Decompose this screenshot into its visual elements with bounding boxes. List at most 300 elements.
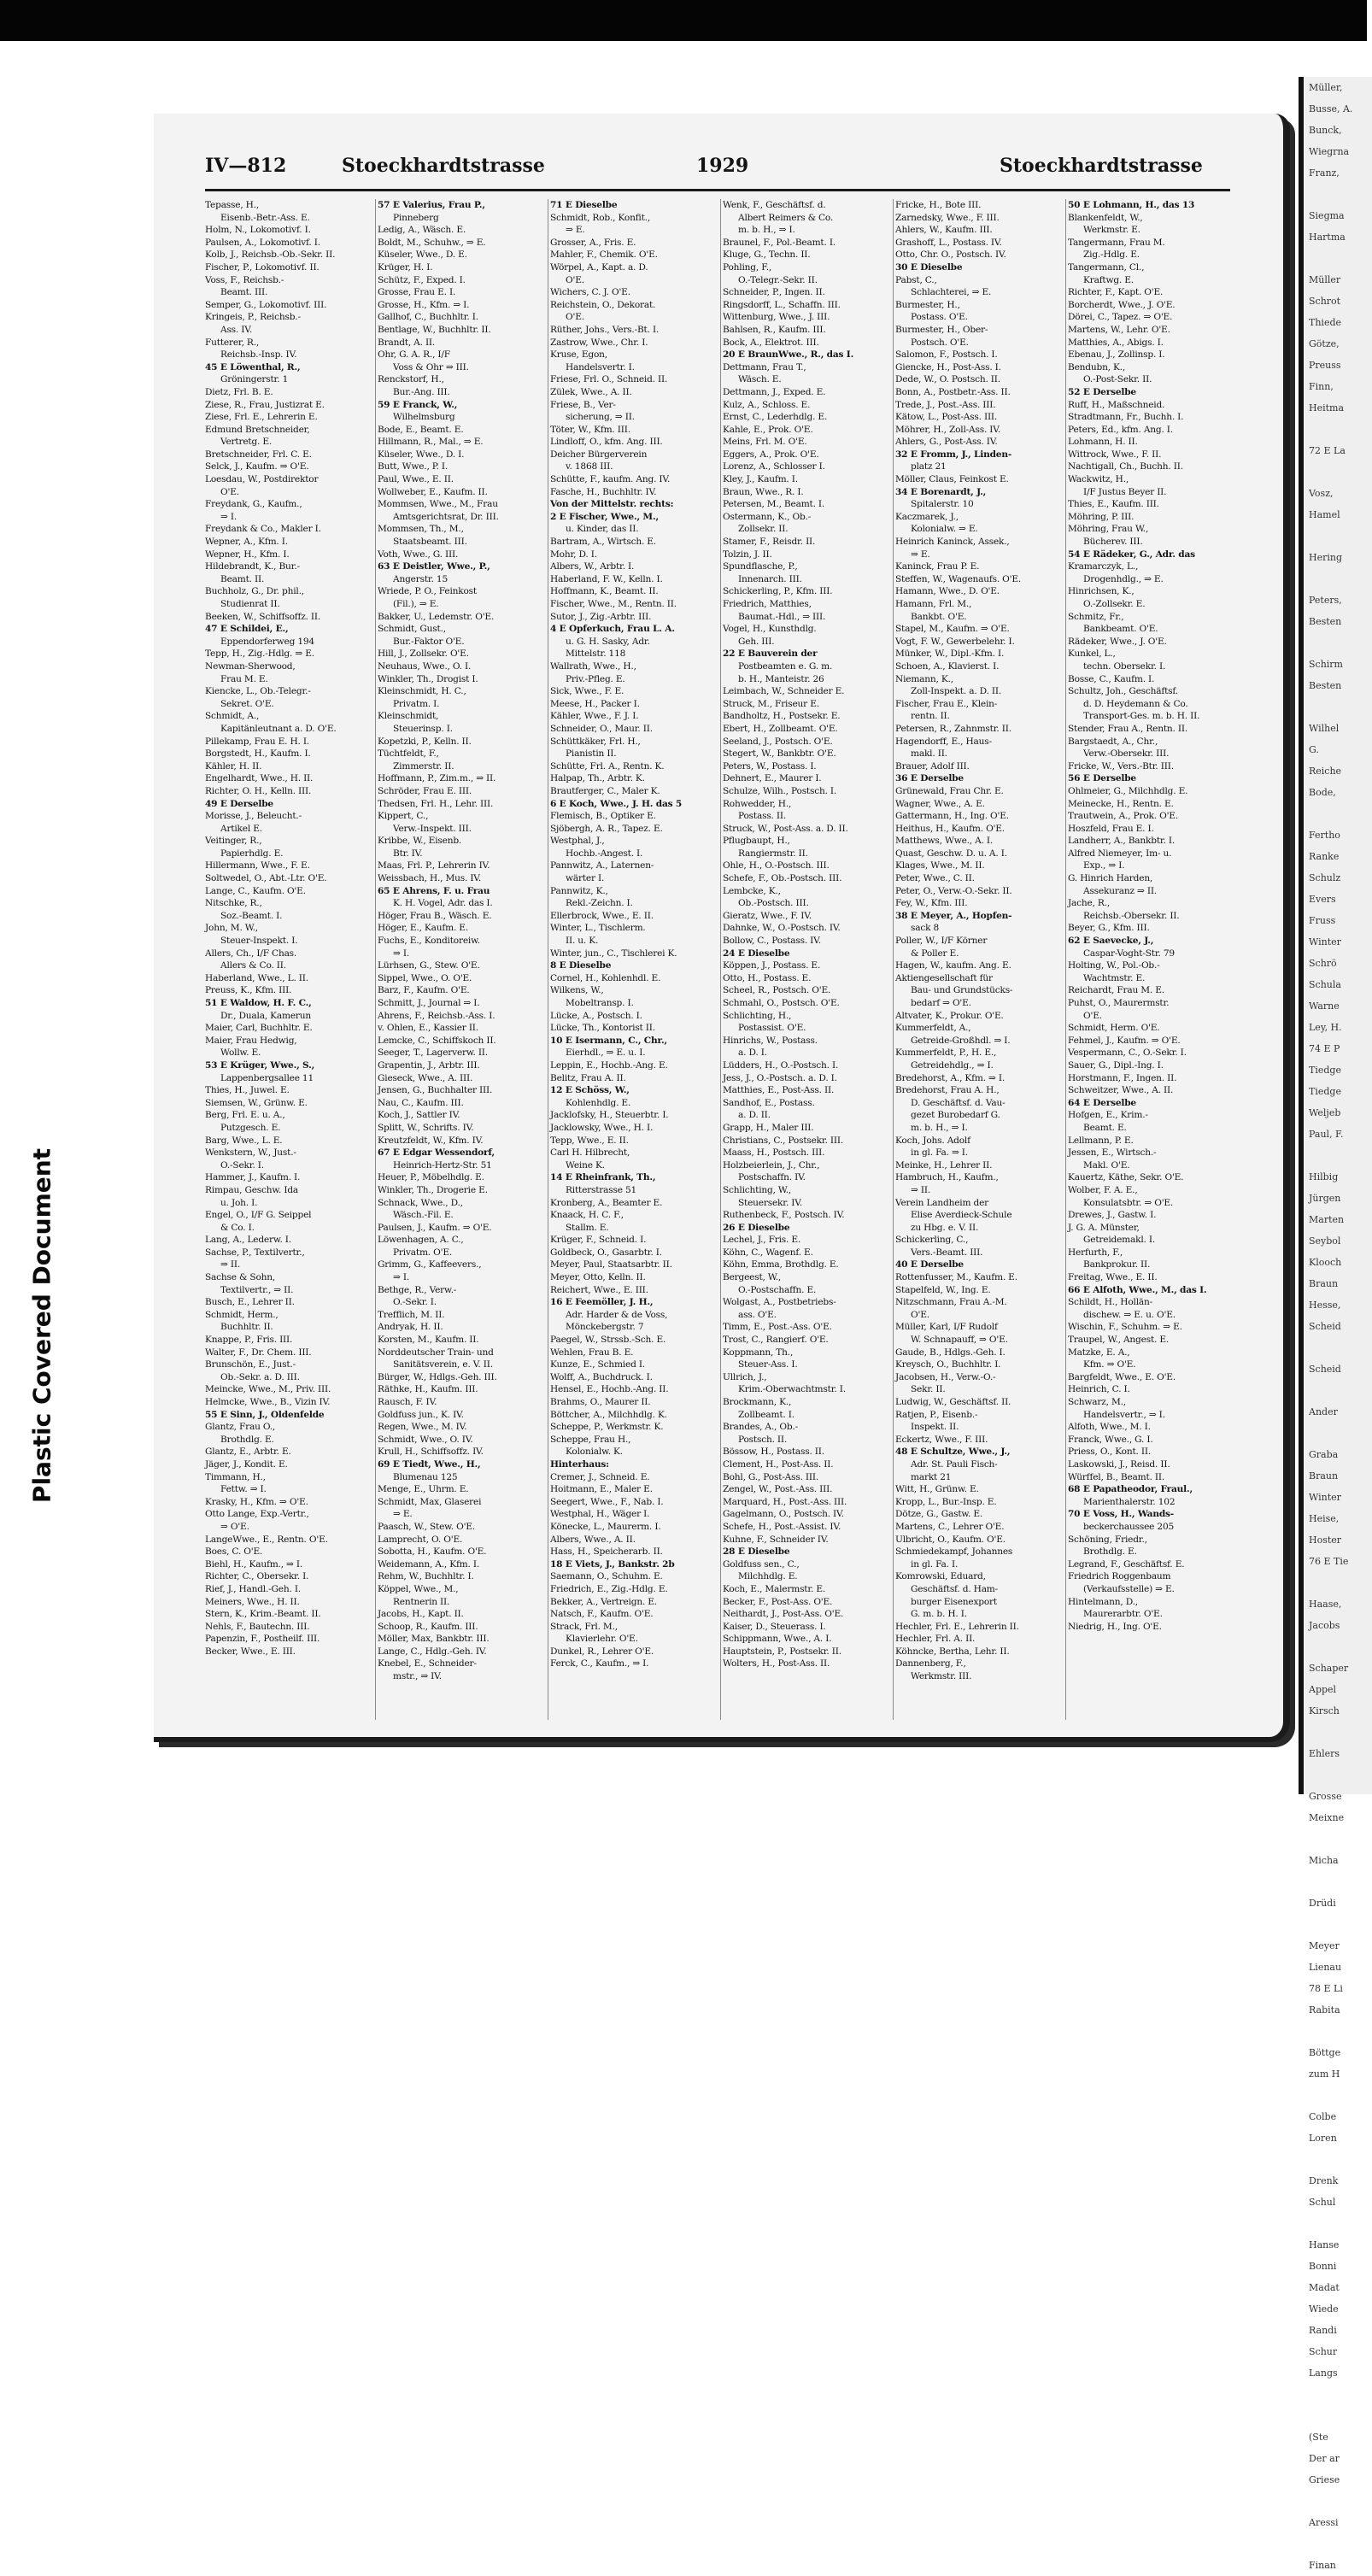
directory-entry-line: Seeger, T., Lagerverw. II. [378,1047,488,1059]
directory-entry-line: Legrand, F., Geschäftsf. E. [1068,1558,1185,1570]
directory-entry-line: Klages, Wwe., M. II. [895,860,985,871]
directory-entry-line: O'E. [566,312,584,323]
directory-entry-line: Köhn, Emma, Brothdlg. E. [723,1259,839,1270]
directory-entry-line: Eppendorferweg 194 [220,636,314,647]
directory-entry-line: Lechel, J., Fris. E. [723,1235,801,1246]
adjacent-page-fragment: Jürgen [1309,1193,1341,1204]
adjacent-page-fragment [1304,1764,1372,1786]
directory-entry-line: Angerstr. 15 [393,573,448,584]
adjacent-page-fragment: Tiedge [1309,1065,1341,1076]
directory-entry-line: Bendubn, K., [1068,361,1126,373]
directory-entry-line: Nitschke, R., [205,898,262,909]
directory-entry-line: dischew. ⇒ E. u. O'E. [1083,1309,1176,1320]
directory-entry-line: Buchholz, G., Dr. phil., [205,586,304,597]
directory-entry-line: Loesdau, W., Postdirektor [205,474,319,485]
directory-entry-line: 12 E Schöss, W., [550,1085,630,1096]
directory-entry-line: Heinrich, C. I. [1068,1384,1130,1395]
directory-entry-line: Newman-Sherwood, [205,660,296,672]
directory-entry-line: Wollw. E. [220,1047,261,1059]
directory-entry-line: Postass. II. [738,811,787,822]
directory-entry-line: 40 E Derselbe [895,1259,964,1270]
directory-entry-line: Kähler, H. II. [205,760,262,772]
directory-entry-line: Komrowski, Eduard, [895,1571,986,1582]
adjacent-page-fragment: 78 E Li [1309,1983,1343,1994]
directory-entry-line: Vogel, H., Kunsthdlg. [723,624,817,635]
adjacent-page-fragment: Franz, [1309,167,1340,179]
directory-entry-line: 45 E Löwenthal, R., [205,361,301,373]
directory-entry-line: Sjöbergh, A. R., Tapez. E. [550,823,663,834]
directory-entry-line: Peter, O., Verw.-O.-Sekr. II. [895,885,1012,896]
directory-entry-line: Kapitänleutnant a. D. O'E. [220,723,337,734]
directory-entry-line: Burmester, H., Ober- [895,324,988,335]
directory-entry-line: Kahle, E., Prok. O'E. [723,424,813,435]
adjacent-page-fragment: Wiegrna [1309,146,1350,157]
adjacent-page-fragment: Schrot [1309,296,1341,307]
adjacent-page-fragment [1304,1722,1372,1743]
directory-entry-line: Räthke, H., Kaufm. III. [378,1384,478,1395]
directory-entry-line: Ebert, H., Zollbeamt. O'E. [723,723,838,734]
directory-entry-line: Deicher Bürgerverein [550,449,648,460]
directory-entry-line: Timmann, H., [205,1471,266,1482]
directory-entry-line: Schneider, P., Ingen. II. [723,287,825,298]
directory-entry-line: Priess, O., Kont. II. [1068,1446,1151,1458]
adjacent-page-fragment: Meixne [1309,1812,1345,1823]
directory-entry-line: Sauer, G., Dipl.-Ing. I. [1068,1059,1164,1071]
directory-entry-line: Hammer, J., Kaufm. I. [205,1172,301,1183]
directory-entry-line: Köppen, J., Postass. E. [723,960,821,971]
directory-entry-line: Transport-Ges. m. b. H. II. [1083,711,1200,722]
directory-entry-line: Schweitzer, Wwe., A. II. [1068,1085,1174,1096]
directory-entry-line: Haberland, F. W., Kelln. I. [550,573,663,584]
directory-entry-line: Maass, H., Postsch. III. [723,1147,825,1159]
adjacent-page-fragment: Scheid [1309,1321,1341,1332]
year: 1929 [696,155,749,177]
directory-entry-line: Sutor, J., Zig.-Arbtr. III. [550,611,652,622]
directory-entry-line: Vers.-Beamt. III. [911,1247,983,1258]
directory-entry-line: Jäger, J., Kondit. E. [205,1458,288,1470]
directory-entry-line: Bredehorst, A., Kfm. ⇒ I. [895,1072,1006,1083]
directory-entry-line: 26 E Dieselbe [723,1222,790,1233]
directory-entry-line: Hintelmann, D., [1068,1596,1138,1607]
directory-entry-line: Freydank, G., Kaufm., [205,499,302,510]
directory-entry-line: wärter I. [566,873,605,884]
directory-entry-line: Küseler, Wwe., D. E. [378,249,467,261]
directory-entry-line: Grünewald, Frau Chr. E. [895,785,1004,796]
adjacent-page-fragment: Fertho [1309,830,1340,841]
directory-entry-line: ⇒ II. [911,1184,930,1195]
directory-entry-line: Fettw. ⇒ I. [220,1484,267,1495]
directory-entry-line: Bakker, U., Ledemstr. O'E. [378,611,495,622]
directory-entry-line: Ass. IV. [220,324,253,335]
directory-entry-line: Lohmann, H. II. [1068,437,1138,448]
directory-entry-line: Reichsb.-Insp. IV. [220,349,297,361]
directory-entry-line: Schmidt, Gust., [378,624,446,635]
directory-entry-line: John, M. W., [205,923,258,934]
adjacent-page-fragment [1304,2085,1372,2106]
adjacent-page-fragment: Jacobs [1309,1620,1340,1631]
directory-entry-line: Kuhne, F., Schneider IV. [723,1534,829,1545]
directory-entry-line: Brauer, Adolf III. [895,760,970,772]
directory-entry-line: Ratjen, P., Eisenb.- [895,1409,978,1420]
directory-entry-line: Richter, O. H., Kelln. III. [205,785,312,796]
directory-entry-line: Brockmann, K., [723,1397,792,1407]
directory-entry-line: Goldfuss sen., C., [723,1558,800,1570]
adjacent-page-fragment: Appel [1309,1684,1337,1695]
directory-entry-line: Bosse, C., Kaufm. I. [1068,673,1155,684]
directory-entry-line: Bandholtz, H., Postsekr. E. [723,711,841,722]
directory-entry-line: 18 E Viets, J., Bankstr. 2b [550,1558,675,1570]
directory-entry-line: Wagner, Wwe., A. E. [895,798,985,809]
directory-entry-line: Schlachterei, ⇒ E. [911,287,992,298]
directory-entry-line: Grosser, A., Fris. E. [550,237,636,248]
directory-entry-line: Ellerbrock, Wwe., E. II. [550,910,654,921]
directory-entry-line: Geh. III. [738,636,775,647]
directory-entry-line: (Verkaufsstelle) ⇒ E. [1083,1583,1175,1594]
directory-entry-line: Quast, Geschw. D. u. A. I. [895,848,1007,859]
directory-entry-line: Kluge, G., Techn. II. [723,249,811,261]
directory-entry-line: Getreidehdlg., ⇒ I. [911,1059,994,1071]
directory-entry-line: Brautferger, C., Maler K. [550,785,660,796]
directory-entry-line: Bücherev. III. [1083,537,1143,548]
directory-entry-line: 4 E Opferkuch, Frau L. A. [550,624,675,635]
directory-entry-line: Futterer, R., [205,337,260,348]
directory-entry-line: Flemisch, B., Optiker E. [550,811,656,822]
directory-entry-line: Schmidt, Herm., [205,1309,279,1320]
directory-entry-line: Pabst, C., [895,274,937,285]
directory-entry-line: Ludwig, W., Geschäftsf. II. [895,1397,1011,1407]
directory-entry-line: Kreysch, O., Buchhltr. I. [895,1359,1001,1370]
directory-entry-line: Kraftwg. E. [1083,274,1134,285]
directory-entry-line: Ullrich, J., [723,1371,767,1382]
directory-entry-line: Neithardt, J., Post-Ass. O'E. [723,1609,844,1620]
directory-entry-line: Jacklowsky, Wwe., H. I. [550,1122,654,1133]
directory-entry-line: Ulbricht, O., Kaufm. O'E. [895,1534,1006,1545]
directory-entry-line: a. D. I. [738,1047,767,1059]
directory-entry-line: Albers, W., Arbtr. I. [550,561,635,572]
directory-entry-line: Kolonialw. ⇒ E. [911,524,978,535]
directory-entry-line: Rüther, Johs., Vers.-Bt. I. [550,324,660,335]
directory-entry-line: Schmidt, Wwe., O. IV. [378,1434,473,1445]
directory-entry-line: Schlichting, H., [723,1010,792,1021]
adjacent-page-fragment [1304,1145,1372,1166]
adjacent-page-fragment: Tiedge [1309,1086,1341,1097]
directory-entry-line: Wilkens, W., [550,985,604,996]
directory-entry-line: Kolonialw. K. [566,1446,623,1458]
directory-entry-line: 51 E Waldow, H. F. C., [205,998,312,1008]
directory-entry-line: Köhncke, Bertha, Lehr. II. [895,1646,1010,1657]
directory-entry-line: Möhring, P. III. [1068,511,1135,522]
directory-entry-line: O.-Sekr. I. [393,1297,437,1308]
adjacent-page-fragment [1304,2384,1372,2405]
directory-entry-line: Brandes, A., Ob.- [723,1422,798,1433]
directory-entry-line: Wolters, H., Post-Ass. II. [723,1658,830,1669]
directory-entry-line: in gl. Fa. ⇒ I. [911,1147,968,1159]
directory-entry-line: Amtsgerichtsrat, Dr. III. [393,511,499,522]
adjacent-page-fragment: Drüdi [1309,1898,1336,1909]
adjacent-page-fragment: Randi [1309,2325,1337,2336]
adjacent-page-fragment [1304,568,1372,590]
directory-entry-line: Petersen, M., Beamt. I. [723,499,825,510]
directory-entry-line: Matzke, E. A., [1068,1347,1130,1358]
directory-entry-line: Andryak, H. II. [378,1322,443,1333]
directory-entry-line: 56 E Derselbe [1068,773,1136,784]
directory-entry-line: Aktiengesellschaft für [895,972,993,983]
directory-entry-line: Wäsch.-Fil. E. [393,1210,454,1221]
adjacent-page-fragment: Thiede [1309,317,1342,328]
directory-entry-line: b. H., Manteistr. 26 [738,673,824,684]
directory-entry-line: Handelsvertr. I. [566,361,635,373]
directory-entry-line: m. b. H., ⇒ I. [911,1122,968,1133]
directory-entry-line: Lang, A., Lederw. I. [205,1235,291,1246]
directory-entry-line: Knebel, E., Schneider- [378,1658,477,1669]
directory-entry-line: Bredehorst, Frau A. H., [895,1085,1000,1096]
directory-entry-line: Holm, N., Lokomotivf. I. [205,225,311,236]
directory-entry-line: Semper, G., Lokomotivf. III. [205,299,327,310]
directory-entry-line: Baumat.-Hdl., ⇒ III. [738,611,826,622]
directory-entry-line: Schmidt, Max, Glaserei [378,1496,482,1507]
directory-entry-line: Exp., ⇒ I. [1083,860,1125,871]
directory-entry-line: Heuer, P., Möbelhdlg. E. [378,1172,484,1183]
directory-entry-line: Verw.-Inspekt. III. [393,823,472,834]
directory-entry-line: Matthies, E., Post-Ass. II. [723,1085,835,1096]
directory-entry-line: v. Ohlen, E., Kassier II. [378,1023,478,1034]
directory-entry-line: Hill, J., Zollsekr. O'E. [378,648,469,660]
directory-entry-line: Gieratz, Wwe., F. IV. [723,910,812,921]
directory-entry-line: Sippel, Wwe., O. O'E. [378,972,472,983]
directory-entry-line: Postbeamten e. G. m. [738,660,833,672]
directory-entry-line: Postassist. O'E. [738,1023,806,1034]
directory-entry-line: O.-Sekr. I. [220,1159,264,1171]
directory-entry-line: Walter, F., Dr. Chem. III. [205,1347,312,1358]
directory-entry-line: Mohr, D. I. [550,549,597,560]
directory-entry-line: Jessen, E., Wirtsch.- [1068,1147,1157,1159]
adjacent-page-fragment [1304,1828,1372,1850]
directory-entry-line: Kauertz, Käthe, Sekr. O'E. [1068,1172,1184,1183]
directory-entry-line: 70 E Voss, H., Wands- [1068,1509,1174,1520]
directory-entry-line: Matthies, A., Abigs. I. [1068,337,1164,348]
column-6 [1068,199,1235,1720]
directory-entry-line: Winkler, Th., Drogerie E. [378,1184,488,1195]
directory-entry-line: Bethge, R., Verw.- [378,1284,457,1295]
adjacent-page-fragment: Wiede [1309,2303,1339,2315]
directory-entry-line: Fuchs, E., Konditoreiw. [378,936,480,947]
directory-entry-line: Strack, Frl. M., [550,1621,618,1632]
directory-entry-line: O'E. [220,486,239,497]
directory-entry-line: Staatsbeamt. III. [393,537,467,548]
directory-entry-line: Reichsb.-Obersekr. II. [1083,910,1180,921]
adjacent-page-fragment: Heitma [1309,402,1345,414]
adjacent-page-fragment: Bode, [1309,787,1336,798]
directory-entry-line: Engelhardt, Wwe., H. II. [205,773,314,784]
directory-entry-line: I/F Justus Beyer II. [1083,486,1167,497]
directory-entry-line: Beamt. II. [220,573,265,584]
directory-entry-line: Goldfuss jun., K. IV. [378,1409,464,1420]
directory-entry-line: u. G. H. Sasky, Adr. [566,636,650,647]
directory-entry-line: Steuerinsp. I. [393,723,453,734]
directory-entry-line: Wischin, F., Schuhm. ⇒ E. [1068,1322,1182,1333]
directory-entry-line: Löwenhagen, A. C., [378,1235,464,1246]
adjacent-page-fragment: Meyer [1309,1940,1340,1951]
directory-entry-line: Kippert, C., [378,811,429,822]
directory-entry-line: Ebenau, J., Zollinsp. I. [1068,349,1165,361]
directory-entry-line: O.-Telegr.-Sekr. II. [738,274,818,285]
directory-entry-line: 48 E Schultze, Wwe., J., [895,1446,1011,1458]
directory-entry-line: Bankbt. O'E. [911,611,967,622]
adjacent-page-fragment: Haase, [1309,1599,1342,1610]
directory-entry-line: 66 E Alfoth, Wwe., M., das I. [1068,1284,1207,1295]
directory-entry-line: Wepner, H., Kfm. I. [205,549,290,560]
adjacent-page-fragment [1304,1636,1372,1658]
directory-entry-line: 50 E Lohmann, H., das 13 [1068,200,1195,210]
directory-entry-line: Clement, H., Post-Ass. II. [723,1458,834,1470]
directory-entry-line: Leppin, E., Hochb.-Ang. E. [550,1059,668,1071]
adjacent-page-fragment: Hilbig [1309,1171,1339,1182]
directory-entry-line: Brandt, A. II. [378,337,436,348]
directory-entry-line: Nachtigall, Ch., Buchh. II. [1068,461,1183,472]
adjacent-page-fragment: 72 E La [1309,445,1346,456]
adjacent-page-fragment: Bonni [1309,2261,1337,2272]
directory-entry-line: Cremer, J., Schneid. E. [550,1471,650,1482]
directory-entry-line: Schippmann, Wwe., A. I. [723,1634,832,1645]
directory-entry-line: Kronberg, A., Beamter E. [550,1197,663,1208]
directory-entry-line: Wolgast, A., Postbetriebs- [723,1297,836,1308]
adjacent-page-fragment: Finn, [1309,381,1334,392]
directory-entry-line: Gieseck, Wwe., A. III. [378,1072,473,1083]
directory-entry-line: Bock, A., Elektrot. III. [723,337,819,348]
directory-entry-line: Engel, O., I/F G. Seippel [205,1210,312,1221]
directory-entry-line: Stapel, M., Kaufm. ⇒ O'E. [895,624,1010,635]
directory-entry-line: Rentnerin II. [393,1596,450,1607]
directory-entry-line: Stern, K., Krim.-Beamt. II. [205,1609,321,1620]
adjacent-page-fragment: Winter [1309,1492,1341,1503]
directory-entry-line: Steffen, W., Wagenaufs. O'E. [895,573,1022,584]
directory-entry-line: Lücke, A., Postsch. I. [550,1010,642,1021]
directory-entry-line: Zollsekr. II. [738,524,789,535]
directory-entry-line: beckerchaussee 205 [1083,1521,1175,1532]
directory-entry-line: Würffel, B., Beamt. II. [1068,1471,1165,1482]
adjacent-page-fragment: Hamel [1309,509,1340,520]
directory-entry-line: 14 E Rheinfrank, Th., [550,1172,656,1183]
directory-entry-line: Schwarz, M., [1068,1397,1126,1407]
directory-entry-line: Ruff, H., Maßschneid. [1068,399,1165,410]
directory-entry-line: Grimm, G., Kaffeevers., [378,1259,482,1270]
directory-entry-line: Kfm. ⇒ O'E. [1083,1359,1136,1370]
side-label-text: Plastic Covered Document [27,1147,56,1504]
directory-entry-line: Dehnert, E., Maurer I. [723,773,822,784]
adjacent-page-fragment: zum H [1309,2068,1340,2080]
directory-entry-line: Sandhof, E., Postass. [723,1097,815,1108]
directory-entry-line: makl. II. [911,748,947,760]
directory-entry-line: Jache, R., [1068,898,1111,909]
directory-entry-line: Münker, W., Dipl.-Kfm. I. [895,648,1005,660]
directory-entry-line: Koppmann, Th., [723,1347,794,1358]
directory-entry-line: W. Schnapauff, ⇒ O'E. [911,1335,1008,1346]
directory-entry-line: Burmester, H., [895,299,960,310]
directory-entry-line: Lücke, Th., Kontorist II. [550,1023,655,1034]
directory-entry-line: Schmidt, Rob., Konfit., [550,212,650,223]
directory-entry-line: Textilvertr., ⇒ II. [220,1284,294,1295]
directory-entry-line: Hamann, Frl. M., [895,599,972,609]
directory-entry-line: Hechler, Frl. E., Lehrerin II. [895,1621,1019,1632]
adjacent-page-fragment: Griese [1309,2474,1340,2485]
directory-entry-line: Becker, Wwe., E. III. [205,1646,296,1657]
directory-entry-line: Matthews, Wwe., A. I. [895,836,994,847]
directory-entry-line: Kätow, L., Post-Ass. III. [895,412,998,423]
directory-entry-line: Kringeis, P., Reichsb.- [205,312,301,323]
adjacent-page-fragment: Braun [1309,1278,1339,1289]
directory-page [154,114,1290,1742]
directory-entry-line: Wriede, P. O., Feinkost [378,586,477,597]
directory-entry-line: Schmidt, Herm. O'E. [1068,1023,1160,1034]
directory-entry-line: Pillekamp, Frau E. H. I. [205,736,309,747]
directory-entry-line: Möhring, Frau W., [1068,524,1149,535]
directory-entry-line: Mobeltransp. I. [566,998,634,1008]
directory-entry-line: rentn. II. [911,711,950,722]
adjacent-page-fragment: Weljeb [1309,1107,1341,1118]
directory-entry-line: Kunze, E., Schmied I. [550,1359,645,1370]
directory-entry-line: Schmidt, A., [205,711,260,722]
directory-entry-line: O.-Postschaffn. E. [738,1284,817,1295]
header-rule [205,189,1230,191]
directory-entry-line: Zig.-Hdlg. E. [1083,249,1140,261]
directory-entry-line: Schütte, F., kaufm. Ang. IV. [550,474,671,485]
adjacent-page-fragment [1304,1572,1372,1593]
directory-entry-line: Jensen, G., Buchhalter III. [378,1085,493,1096]
directory-entry-line: Dr., Duala, Kamerun [220,1010,312,1021]
directory-entry-line: Getreide-Großhdl. ⇒ I. [911,1035,1011,1046]
directory-entry-line: Bonn, A., Postbetr.-Ass. II. [895,386,1011,397]
adjacent-page-fragment: Hoster [1309,1534,1342,1546]
directory-entry-line: Spitalerstr. 10 [911,499,974,510]
directory-entry-line: 6 E Koch, Wwe., J. H. das 5 [550,798,683,809]
directory-entry-line: Werkmstr. III. [911,1671,972,1682]
directory-entry-line: Gröningerstr. 1 [220,374,289,385]
adjacent-page-fragment: Hartma [1309,232,1346,243]
directory-entry-line: Lürhsen, G., Stew. O'E. [378,960,480,971]
directory-entry-line: Weissbach, H., Mus. IV. [378,873,482,884]
directory-entry-line: Reichstein, O., Dekorat. [550,299,656,310]
directory-entry-line: Schütte, Frl. A., Rentn. K. [550,760,665,772]
directory-entry-line: 28 E Dieselbe [723,1546,790,1558]
directory-entry-line: m. b. H., ⇒ I. [738,225,795,236]
column-4 [723,199,890,1720]
adjacent-page-fragment [1304,2533,1372,2555]
directory-entry-line: Hechler, Frl. A. II. [895,1634,976,1645]
directory-entry-line: Tepasse, H., [205,200,260,210]
directory-entry-line: Caspar-Voght-Str. 79 [1083,948,1175,959]
directory-entry-line: Ernst, C., Lederhdlg. E. [723,412,828,423]
directory-entry-line: Fasche, H., Buchhltr. IV. [550,486,657,497]
directory-entry-line: Wolber, F. A. E., [1068,1184,1138,1195]
directory-entry-line: Knappe, P., Fris. III. [205,1335,293,1346]
directory-entry-line: Bahlsen, R., Kaufm. III. [723,324,826,335]
directory-entry-line: Postsch. O'E. [911,337,969,348]
directory-entry-line: Seeland, J., Postsch. O'E. [723,736,833,747]
adjacent-page-fragment: Wilhel [1309,723,1340,734]
directory-entry-line: Alfred Niemeyer, Im- u. [1068,848,1172,859]
directory-entry-line: J. G. A. Münster, [1068,1222,1140,1233]
directory-entry-line: Wilhelmsburg [393,412,455,423]
directory-entry-line: Sachse, P., Textilvertr., [205,1247,305,1258]
adjacent-page-edge [1299,77,1372,2571]
directory-entry-line: Kähler, Wwe., F. J. I. [550,711,639,722]
adjacent-page-fragment: Fruss [1309,915,1336,926]
directory-entry-line: Wepner, A., Kfm. I. [205,537,288,548]
adjacent-page-fragment: Evers [1309,894,1336,905]
directory-entry-line: Bergeest, W., [723,1272,782,1283]
adjacent-page-fragment: Finan [1309,2560,1336,2571]
directory-entry-line: Dettmann, Frau T., [723,361,806,373]
